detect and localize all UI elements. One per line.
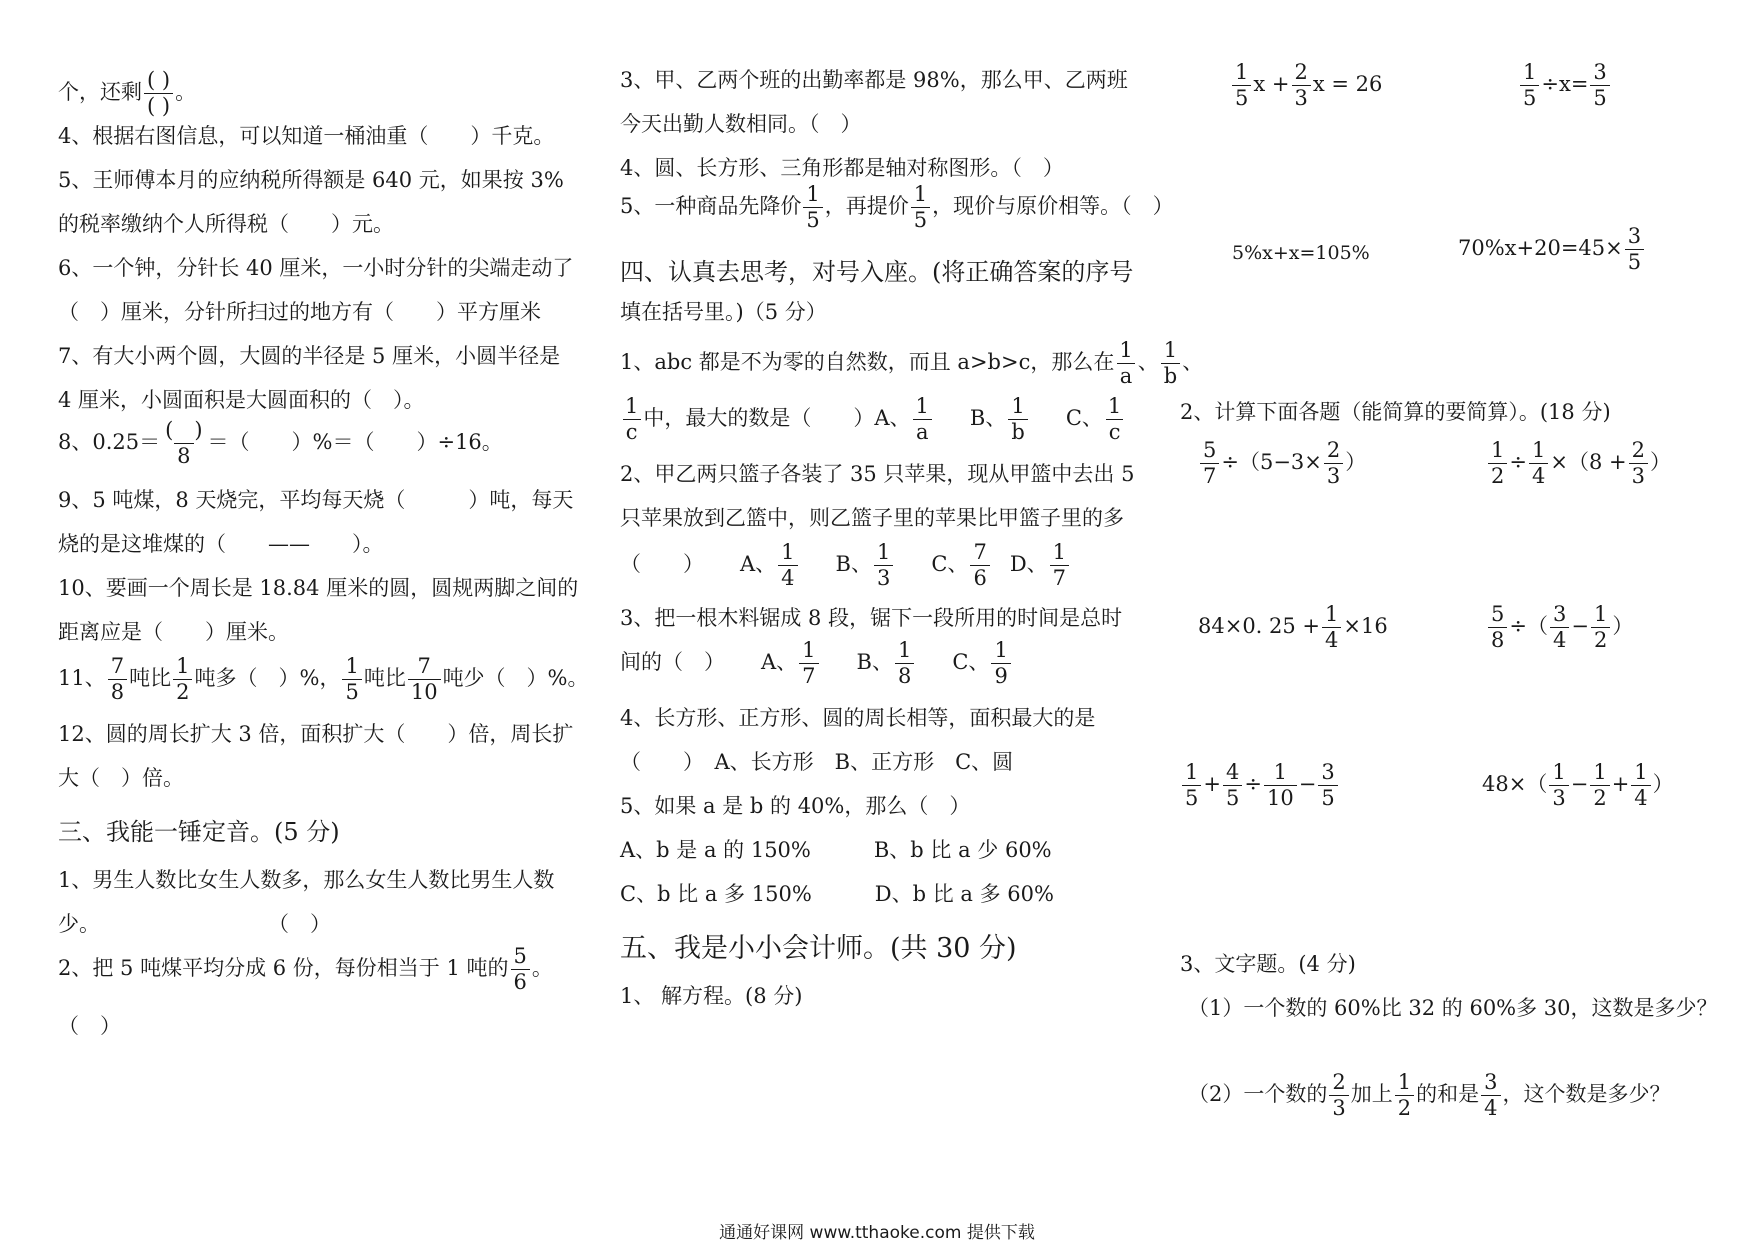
text: C、: [931, 552, 969, 576]
fraction: [991, 640, 1010, 687]
denominator: 4: [1322, 627, 1341, 651]
text: 中，最大的数是（ ）A、: [643, 406, 911, 430]
footer-credit: 通通好课网 www.tthaoke.com 提供下载: [719, 1223, 1035, 1243]
denominator: 4: [778, 565, 797, 589]
denominator: 10: [408, 679, 441, 703]
fraction: [874, 542, 893, 589]
denominator: 3: [1629, 463, 1648, 487]
fraction: [1116, 340, 1135, 387]
choice-2-cont: 只苹果放到乙篮中，则乙篮子里的苹果比甲篮子里的多: [620, 506, 1124, 530]
numerator: 1: [994, 638, 1008, 662]
numerator: 1: [1235, 60, 1249, 84]
text: x = 26: [1312, 72, 1383, 96]
fraction: [1488, 604, 1507, 651]
denominator: 4: [1631, 785, 1650, 809]
text: ）: [1612, 614, 1634, 638]
denominator: c: [623, 419, 641, 443]
choice-5-options-ab: A、b 是 a 的 150% B、b 比 a 少 60%: [620, 838, 1052, 862]
text: ）: [1652, 772, 1674, 796]
word-problem-2: [1188, 1072, 1671, 1119]
numerator: 1: [876, 540, 891, 564]
denominator: 4: [1529, 463, 1548, 487]
denominator: 6: [970, 565, 989, 589]
numerator: 1: [1523, 60, 1537, 84]
question-12-cont: 大（ ）倍。: [58, 766, 184, 790]
denominator: ( ): [144, 93, 173, 117]
fraction: [913, 396, 932, 443]
fraction: [342, 656, 361, 703]
numerator: ( ): [147, 68, 171, 92]
question-11: [58, 656, 589, 703]
text: 11、: [58, 666, 106, 690]
text: −: [1570, 772, 1589, 796]
fraction: [1264, 762, 1297, 809]
numerator: 1: [1052, 540, 1067, 564]
text: 、: [1182, 350, 1204, 374]
text: ，现价与原价相等。（ ）: [932, 194, 1174, 218]
fraction: [173, 656, 192, 703]
denominator: 6: [511, 969, 530, 993]
numerator: 2: [1294, 60, 1308, 84]
choice-2-options: [620, 542, 1071, 589]
numerator: 5: [513, 944, 527, 968]
numerator: 1: [1593, 602, 1608, 626]
numerator: 3: [1552, 602, 1567, 626]
numerator: 1: [781, 540, 795, 564]
numerator: 1: [1552, 760, 1566, 784]
word-problem-1: （1）一个数的 60%比 32 的 60%多 30，这数是多少？: [1188, 996, 1718, 1020]
question-5-cont: 的税率缴纳个人所得税（ ）元。: [58, 212, 394, 236]
numerator: 2: [1332, 1070, 1346, 1094]
numerator: 5: [1491, 602, 1505, 626]
calc-4: [1486, 604, 1633, 651]
denominator: b: [1008, 419, 1027, 443]
denominator: 2: [1590, 785, 1609, 809]
numerator: 4: [1225, 760, 1240, 784]
numerator: 1: [1593, 760, 1607, 784]
choice-3-options: [620, 640, 1013, 687]
fraction: [895, 640, 914, 687]
numerator: 1: [1634, 760, 1648, 784]
equation-4: [1458, 226, 1646, 273]
fraction: [1529, 440, 1548, 487]
denominator: 3: [1549, 785, 1568, 809]
text: （ ）: [620, 552, 704, 576]
denominator: 4: [1550, 627, 1569, 651]
text: +: [1611, 772, 1630, 796]
numerator: 3: [1627, 224, 1642, 248]
text: 吨比: [129, 666, 172, 690]
fraction: [108, 656, 127, 703]
numerator: 7: [973, 540, 987, 564]
text: 加上: [1350, 1082, 1393, 1106]
denominator: 5: [342, 679, 361, 703]
text: 。: [531, 956, 553, 980]
fraction: [1105, 396, 1124, 443]
question-8: [58, 420, 503, 467]
question-7-cont: 4 厘米，小圆面积是大圆面积的（ ）。: [58, 388, 425, 412]
text: x +: [1253, 72, 1290, 96]
choice-2: 2、甲乙两只篮子各装了 35 只苹果，现从甲篮中去出 5: [620, 462, 1135, 486]
fraction: [1549, 762, 1568, 809]
fraction: [1395, 1072, 1414, 1119]
numerator: 5: [1203, 438, 1217, 462]
fraction: [1590, 62, 1609, 109]
section-3-heading: 三、我能一锤定音。(5 分): [58, 818, 340, 846]
denominator: 9: [991, 663, 1010, 687]
fraction: [1223, 762, 1242, 809]
text: B、: [835, 552, 872, 576]
judge-1-cont: 少。 （ ）: [58, 912, 331, 936]
fraction: [1591, 604, 1610, 651]
choice-5: 5、如果 a 是 b 的 40%，那么（ ）: [620, 794, 971, 818]
numerator: 1: [913, 182, 928, 206]
text: 的和是: [1416, 1082, 1480, 1106]
text: −: [1571, 614, 1589, 638]
denominator: 5: [911, 207, 930, 231]
numerator: ( ): [165, 418, 203, 442]
text: ）: [1345, 450, 1367, 474]
choice-4: 4、长方形、正方形、圆的周长相等，面积最大的是: [620, 706, 1096, 730]
text: 48×（: [1482, 772, 1548, 796]
numerator: 2: [1326, 438, 1341, 462]
text: 吨比: [363, 666, 406, 690]
text: 1、abc 都是不为零的自然数，而且 a>b>c，那么在: [620, 350, 1115, 374]
choice-5-options-cd: C、b 比 a 多 150% D、b 比 a 多 60%: [620, 882, 1054, 906]
equation-1: [1230, 62, 1382, 109]
text: 84×0. 25 +: [1198, 614, 1321, 638]
line-remaining: [58, 70, 196, 117]
fraction: [511, 946, 530, 993]
fraction: [1232, 62, 1251, 109]
calc-6: [1482, 762, 1674, 809]
text: （2）一个数的: [1188, 1082, 1328, 1106]
denominator: 8: [108, 679, 127, 703]
denominator: 5: [1590, 85, 1609, 109]
fraction: [1322, 604, 1341, 651]
text: 2、把 5 吨煤平均分成 6 份，每份相当于 1 吨的: [58, 956, 509, 980]
numerator: 1: [1107, 394, 1122, 418]
denominator: a: [1117, 363, 1136, 387]
section-4-heading-cont: 填在括号里。)（5 分）: [620, 300, 827, 324]
denominator: 10: [1264, 785, 1297, 809]
word-problems-heading: 3、文字题。(4 分): [1180, 952, 1356, 976]
fraction: [1008, 396, 1027, 443]
judge-2: [58, 946, 553, 993]
denominator: 8: [174, 443, 193, 467]
denominator: 5: [1223, 785, 1242, 809]
question-9-cont: 烧的是这堆煤的（ —— ）。: [58, 532, 384, 556]
question-9: 9、5 吨煤，8 天烧完，平均每天烧（ ）吨，每天: [58, 488, 574, 512]
numerator: 1: [1273, 760, 1288, 784]
denominator: 4: [1481, 1095, 1500, 1119]
fraction: [622, 396, 641, 443]
text: A、: [740, 552, 777, 576]
choice-1-options: [620, 396, 1126, 443]
fraction: [1200, 440, 1219, 487]
text: ÷（5−3×: [1221, 450, 1322, 474]
denominator: 3: [1292, 85, 1311, 109]
numerator: 1: [1491, 438, 1505, 462]
denominator: b: [1161, 363, 1180, 387]
denominator: 3: [874, 565, 893, 589]
text: C、: [1065, 406, 1103, 430]
fraction: [1292, 62, 1311, 109]
numerator: 1: [915, 394, 929, 418]
text: ×16: [1343, 614, 1388, 638]
fraction: [1590, 762, 1609, 809]
text: 5、一种商品先降价: [620, 194, 802, 218]
fraction: [1488, 440, 1507, 487]
denominator: c: [1106, 419, 1124, 443]
denominator: 2: [1488, 463, 1507, 487]
text: D、: [1009, 552, 1048, 576]
fraction: [778, 542, 797, 589]
question-5: 5、王师傅本月的应纳税所得额是 640 元，如果按 3%: [58, 168, 564, 192]
text: B、: [856, 650, 893, 674]
numerator: 1: [1185, 760, 1199, 784]
fraction: [1329, 1072, 1348, 1119]
calc-1: [1198, 440, 1366, 487]
section-5-heading: 五、我是小小会计师。(共 30 分): [620, 933, 1017, 964]
calc-2: [1486, 440, 1671, 487]
numerator: 1: [345, 654, 359, 678]
choice-3: 3、把一根木料锯成 8 段，锯下一段所用的时间是总时: [620, 606, 1123, 630]
text: 。: [175, 80, 197, 104]
text: 吨多（ ）%，: [194, 666, 341, 690]
section-4-heading: 四、认真去思考，对号入座。(将正确答案的序号: [620, 258, 1134, 286]
text: −: [1298, 772, 1317, 796]
denominator: 8: [1488, 627, 1507, 651]
text: 、: [1137, 350, 1159, 374]
text: ＝（ ）%＝（ ）÷16。: [207, 430, 503, 454]
numerator: 2: [1631, 438, 1645, 462]
text: 个，还剩: [58, 80, 142, 104]
numerator: 1: [1531, 438, 1546, 462]
fraction: [1161, 340, 1180, 387]
numerator: 1: [806, 182, 820, 206]
denominator: 2: [173, 679, 192, 703]
denominator: 7: [799, 663, 818, 687]
calculation-heading: 2、计算下面各题（能简算的要简算）。(18 分): [1180, 400, 1611, 424]
denominator: 7: [1200, 463, 1219, 487]
numerator: 1: [802, 638, 816, 662]
question-4: 4、根据右图信息，可以知道一桶油重（ ）千克。: [58, 124, 555, 148]
denominator: 2: [1395, 1095, 1414, 1119]
judge-3-cont: 今天出勤人数相同。（ ）: [620, 112, 862, 136]
numerator: 1: [897, 638, 912, 662]
equation-2: [1518, 62, 1612, 109]
numerator: 1: [625, 394, 639, 418]
numerator: 1: [1163, 338, 1178, 362]
judge-3: 3、甲、乙两个班的出勤率都是 98%，那么甲、乙两班: [620, 68, 1128, 92]
fraction: [1324, 440, 1343, 487]
fraction: [1550, 604, 1569, 651]
question-6: 6、一个钟，分针长 40 厘米，一小时分针的尖端走动了: [58, 256, 574, 280]
numerator: 1: [176, 654, 190, 678]
question-7: 7、有大小两个圆，大圆的半径是 5 厘米，小圆半径是: [58, 344, 561, 368]
judge-2-cont: （ ）: [58, 1014, 121, 1038]
text: ÷（: [1509, 614, 1548, 638]
equation-3: 5%x+x=105%: [1232, 242, 1370, 264]
numerator: 1: [1397, 1070, 1412, 1094]
text: ，这个数是多少？: [1502, 1082, 1671, 1106]
fraction: [1625, 226, 1644, 273]
text: +: [1203, 772, 1221, 796]
choice-1: [620, 340, 1203, 387]
text: 吨少（ ）%。: [442, 666, 589, 690]
fraction: [1050, 542, 1069, 589]
text: ÷: [1509, 450, 1527, 474]
text: 70%x+20=45×: [1458, 236, 1623, 260]
fraction: [408, 656, 441, 703]
text: 间的（ ）: [620, 650, 725, 674]
fraction: [1182, 762, 1201, 809]
fraction: [799, 640, 818, 687]
fraction: [162, 420, 205, 467]
denominator: 8: [895, 663, 914, 687]
judge-1: 1、男生人数比女生人数多，那么女生人数比男生人数: [58, 868, 555, 892]
calc-3: [1198, 604, 1388, 651]
question-6-cont: （ ）厘米，分针所扫过的地方有（ ）平方厘米: [58, 300, 541, 324]
denominator: a: [913, 419, 932, 443]
numerator: 3: [1593, 60, 1607, 84]
fraction: [1631, 762, 1650, 809]
denominator: 5: [1182, 785, 1201, 809]
equations-heading: 1、 解方程。(8 分): [620, 984, 803, 1008]
judge-4: 4、圆、长方形、三角形都是轴对称图形。（ ）: [620, 156, 1064, 180]
numerator: 3: [1484, 1070, 1498, 1094]
denominator: 5: [803, 207, 822, 231]
numerator: 7: [417, 654, 431, 678]
calc-5: [1180, 762, 1340, 809]
denominator: 2: [1591, 627, 1610, 651]
question-10-cont: 距离应是（ ）厘米。: [58, 620, 289, 644]
fraction: [911, 184, 930, 231]
text: B、: [969, 406, 1007, 430]
text: C、: [952, 650, 990, 674]
fraction: [970, 542, 989, 589]
fraction: [803, 184, 822, 231]
text: A、: [761, 650, 798, 674]
text: ÷: [1244, 772, 1262, 796]
text: ）: [1649, 450, 1671, 474]
fraction-blank: [144, 70, 173, 117]
denominator: 5: [1232, 85, 1251, 109]
denominator: 5: [1318, 785, 1337, 809]
question-12: 12、圆的周长扩大 3 倍，面积扩大（ ）倍，周长扩: [58, 722, 574, 746]
text: ×（8 +: [1550, 450, 1627, 474]
fraction: [1520, 62, 1539, 109]
fraction: [1318, 762, 1337, 809]
numerator: 1: [1011, 394, 1025, 418]
denominator: 5: [1520, 85, 1539, 109]
fraction: [1481, 1072, 1500, 1119]
denominator: 3: [1329, 1095, 1348, 1119]
denominator: 7: [1050, 565, 1069, 589]
fraction: [1629, 440, 1648, 487]
choice-4-options: （ ） A、长方形 B、正方形 C、圆: [620, 750, 1014, 774]
numerator: 1: [1325, 602, 1339, 626]
numerator: 3: [1321, 760, 1335, 784]
denominator: 5: [1625, 249, 1644, 273]
question-10: 10、要画一个周长是 18.84 厘米的圆，圆规两脚之间的: [58, 576, 579, 600]
denominator: 3: [1324, 463, 1343, 487]
text: 8、0.25＝: [58, 430, 161, 454]
text: ，再提价: [824, 194, 909, 218]
text: ÷x=: [1541, 72, 1589, 96]
judge-5: [620, 184, 1174, 231]
numerator: 1: [1119, 338, 1133, 362]
numerator: 7: [110, 654, 125, 678]
